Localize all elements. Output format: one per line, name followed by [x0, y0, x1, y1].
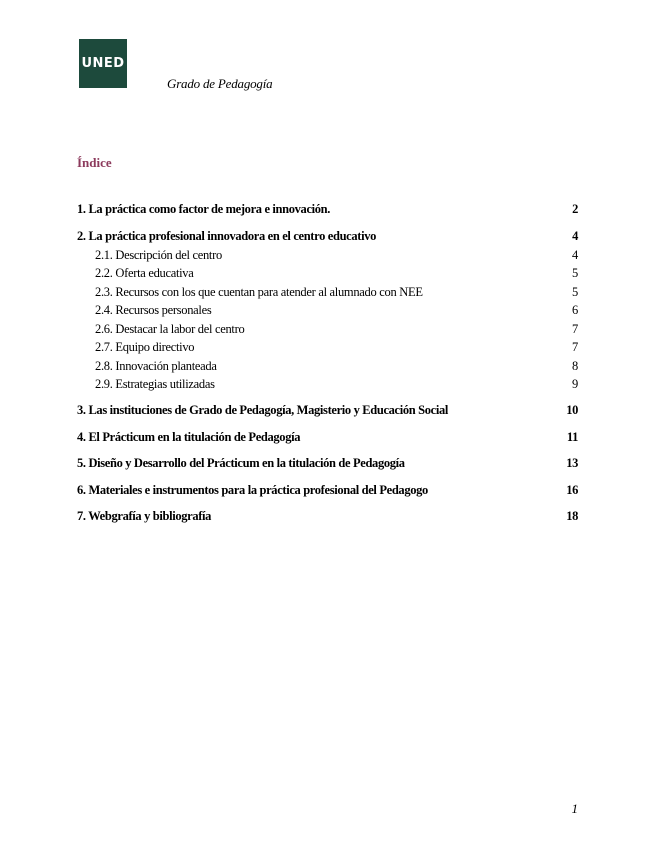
toc-entry-page: 7 [572, 340, 578, 354]
toc-entry-page: 16 [566, 483, 578, 497]
toc-entry-2-9[interactable] [77, 376, 578, 392]
uned-logo [79, 39, 127, 88]
toc-entry-2-1[interactable] [77, 247, 578, 263]
degree-title: Grado de Pedagogía [167, 76, 273, 91]
toc-entry-label: 2.1. Descripción del centro [95, 248, 222, 262]
toc-entry-2-3[interactable] [77, 284, 578, 300]
toc-entry-page: 5 [572, 266, 578, 280]
toc-entry-page: 5 [572, 285, 578, 299]
toc-entry-label: 2.6. Destacar la labor del centro [95, 322, 245, 336]
toc-entry-5[interactable] [77, 455, 578, 471]
toc-entry-label: 2.2. Oferta educativa [95, 266, 194, 280]
toc-entry-page: 10 [566, 403, 578, 417]
toc-entry-label: 2. La práctica profesional innovadora en el centro educativo [77, 229, 377, 243]
toc-entry-2-8[interactable] [77, 358, 578, 374]
toc-entry-label: 4. El Prácticum en la titulación de Pedagogía [77, 430, 301, 444]
toc-entry-label: 6. Materiales e instrumentos para la práctica profesional del Pedagogo [77, 483, 428, 497]
toc-entry-4[interactable] [77, 429, 578, 445]
toc-entry-2[interactable] [77, 228, 578, 244]
toc-entry-label: 7. Webgrafía y bibliografía [77, 509, 212, 523]
toc-entry-page: 11 [566, 430, 578, 444]
toc-entry-1[interactable] [77, 201, 578, 217]
toc-entry-page: 4 [572, 229, 578, 243]
logo-text: UNED [81, 56, 125, 71]
toc-entry-6[interactable] [77, 482, 578, 498]
toc-entry-2-6[interactable] [77, 321, 578, 337]
toc-entry-page: 6 [572, 303, 578, 317]
toc-entry-2-7[interactable] [77, 339, 578, 355]
page-number: 1 [571, 801, 578, 816]
toc-entry-label: 3. Las instituciones de Grado de Pedagogía, Magisterio y Educación Social [77, 403, 448, 417]
toc-entry-2-2[interactable] [77, 265, 578, 281]
index-title: Índice [77, 155, 112, 170]
toc-entry-label: 2.8. Innovación planteada [95, 359, 217, 373]
toc-entry-page: 8 [572, 359, 578, 373]
toc-entry-page: 13 [566, 456, 578, 470]
toc-entry-label: 1. La práctica como factor de mejora e innovación. [77, 202, 331, 216]
toc-entry-page: 18 [566, 509, 578, 523]
toc-entry-2-4[interactable] [77, 302, 578, 318]
toc-entry-label: 2.7. Equipo directivo [95, 340, 195, 354]
toc-entry-label: 2.4. Recursos personales [95, 303, 212, 317]
toc-entry-3[interactable] [77, 402, 578, 418]
toc-entry-label: 2.9. Estrategias utilizadas [95, 377, 215, 391]
toc-entry-page: 9 [572, 377, 578, 391]
toc-entry-label: 5. Diseño y Desarrollo del Prácticum en la titulación de Pedagogía [77, 456, 405, 470]
toc-entry-label: 2.3. Recursos con los que cuentan para atender al alumnado con NEE [95, 285, 423, 299]
toc-entry-7[interactable] [77, 508, 578, 524]
toc-entry-page: 7 [572, 322, 578, 336]
toc-entry-page: 2 [572, 202, 578, 216]
toc-entry-page: 4 [572, 248, 578, 262]
